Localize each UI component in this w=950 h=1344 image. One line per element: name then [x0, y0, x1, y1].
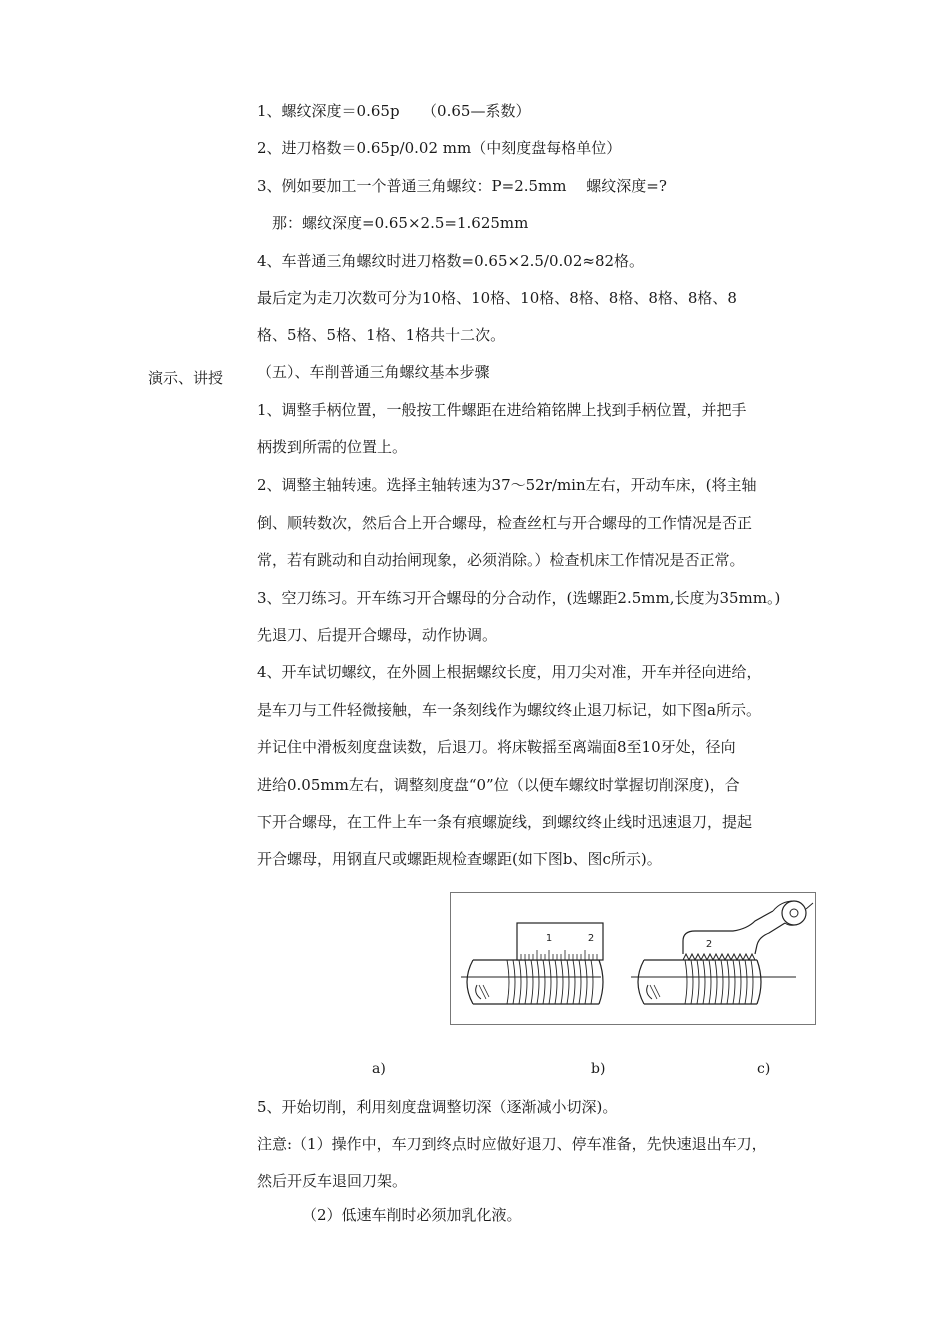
text-line: 1、调整手柄位置，一般按工件螺距在进给箱铭牌上找到手柄位置，并把手	[257, 401, 747, 419]
thread-check-figure	[450, 892, 816, 1025]
figure-drawing	[451, 893, 815, 1024]
ruler-mark-2: 2	[587, 933, 595, 944]
text-line: （2）低速车削时必须加乳化液。	[302, 1206, 522, 1224]
text-line: 然后开反车退回刀架。	[257, 1172, 408, 1190]
ruler-mark-1: 1	[545, 933, 553, 944]
text-line: 是车刀与工件轻微接触，车一条刻线作为螺纹终止退刀标记，如下图a所示。	[257, 701, 761, 719]
text-line: 4、开车试切螺纹，在外圆上根据螺纹长度，用刀尖对准，开车并径向进给，	[257, 663, 762, 681]
text-line: 1、螺纹深度＝0.65p （0.65—系数）	[257, 102, 531, 120]
figure-bc-workpiece	[631, 960, 796, 1004]
text-line: 常，若有跳动和自动抬闸现象，必须消除。）检查机床工作情况是否正常。	[257, 551, 745, 569]
text-line: 格、5格、5格、1格、1格共十二次。	[257, 326, 506, 344]
side-label: 演示、讲授	[148, 369, 224, 387]
text-line: 4、车普通三角螺纹时进刀格数=0.65×2.5/0.02≈82格。	[257, 252, 645, 270]
section-heading: （五）、车削普通三角螺纹基本步骤	[257, 363, 490, 381]
text-line: 倒、顺转数次，然后合上开合螺母，检查丝杠与开合螺母的工作情况是否正	[257, 514, 753, 532]
figure-caption-a: a)	[372, 1061, 386, 1077]
text-line: 先退刀、后提开合螺母，动作协调。	[257, 626, 498, 644]
figure-caption-b: b)	[591, 1061, 606, 1077]
figure-a-ruler	[517, 923, 603, 960]
text-line: 3、空刀练习。开车练习开合螺母的分合动作，(选螺距2.5mm,长度为35mm。)	[257, 589, 781, 607]
text-line: 并记住中滑板刻度盘读数，后退刀。将床鞍摇至离端面8至10牙处，径向	[257, 738, 736, 756]
text-line: 下开合螺母，在工件上车一条有痕螺旋线，到螺纹终止线时迅速退刀，提起	[257, 813, 753, 831]
text-line: 2、进刀格数＝0.65p/0.02 mm（中刻度盘每格单位）	[257, 139, 622, 157]
text-line: 3、例如要加工一个普通三角螺纹：P=2.5mm 螺纹深度=?	[257, 177, 667, 195]
text-line: 2、调整主轴转速。选择主轴转速为37～52r/min左右，开动车床，(将主轴	[257, 476, 757, 494]
text-line: 最后定为走刀次数可分为10格、10格、10格、8格、8格、8格、8格、8	[257, 289, 737, 307]
text-line: 那：螺纹深度=0.65×2.5=1.625mm	[257, 214, 529, 232]
text-line: 柄拨到所需的位置上。	[257, 438, 408, 456]
figure-a-workpiece	[461, 960, 603, 1004]
text-line: 进给0.05mm左右，调整刻度盘“0”位（以便车螺纹时掌握切削深度)，合	[257, 776, 740, 794]
figure-bc-pitch-gauge	[683, 901, 813, 960]
figure-caption-c: c)	[757, 1061, 771, 1077]
text-line: 5、开始切削，利用刻度盘调整切深（逐渐减小切深)。	[257, 1098, 618, 1116]
gauge-mark-2: 2	[705, 939, 713, 950]
text-line: 开合螺母，用钢直尺或螺距规检查螺距(如下图b、图c所示)。	[257, 850, 662, 868]
text-line: 注意:（1）操作中，车刀到终点时应做好退刀、停车准备，先快速退出车刀，	[257, 1135, 767, 1153]
